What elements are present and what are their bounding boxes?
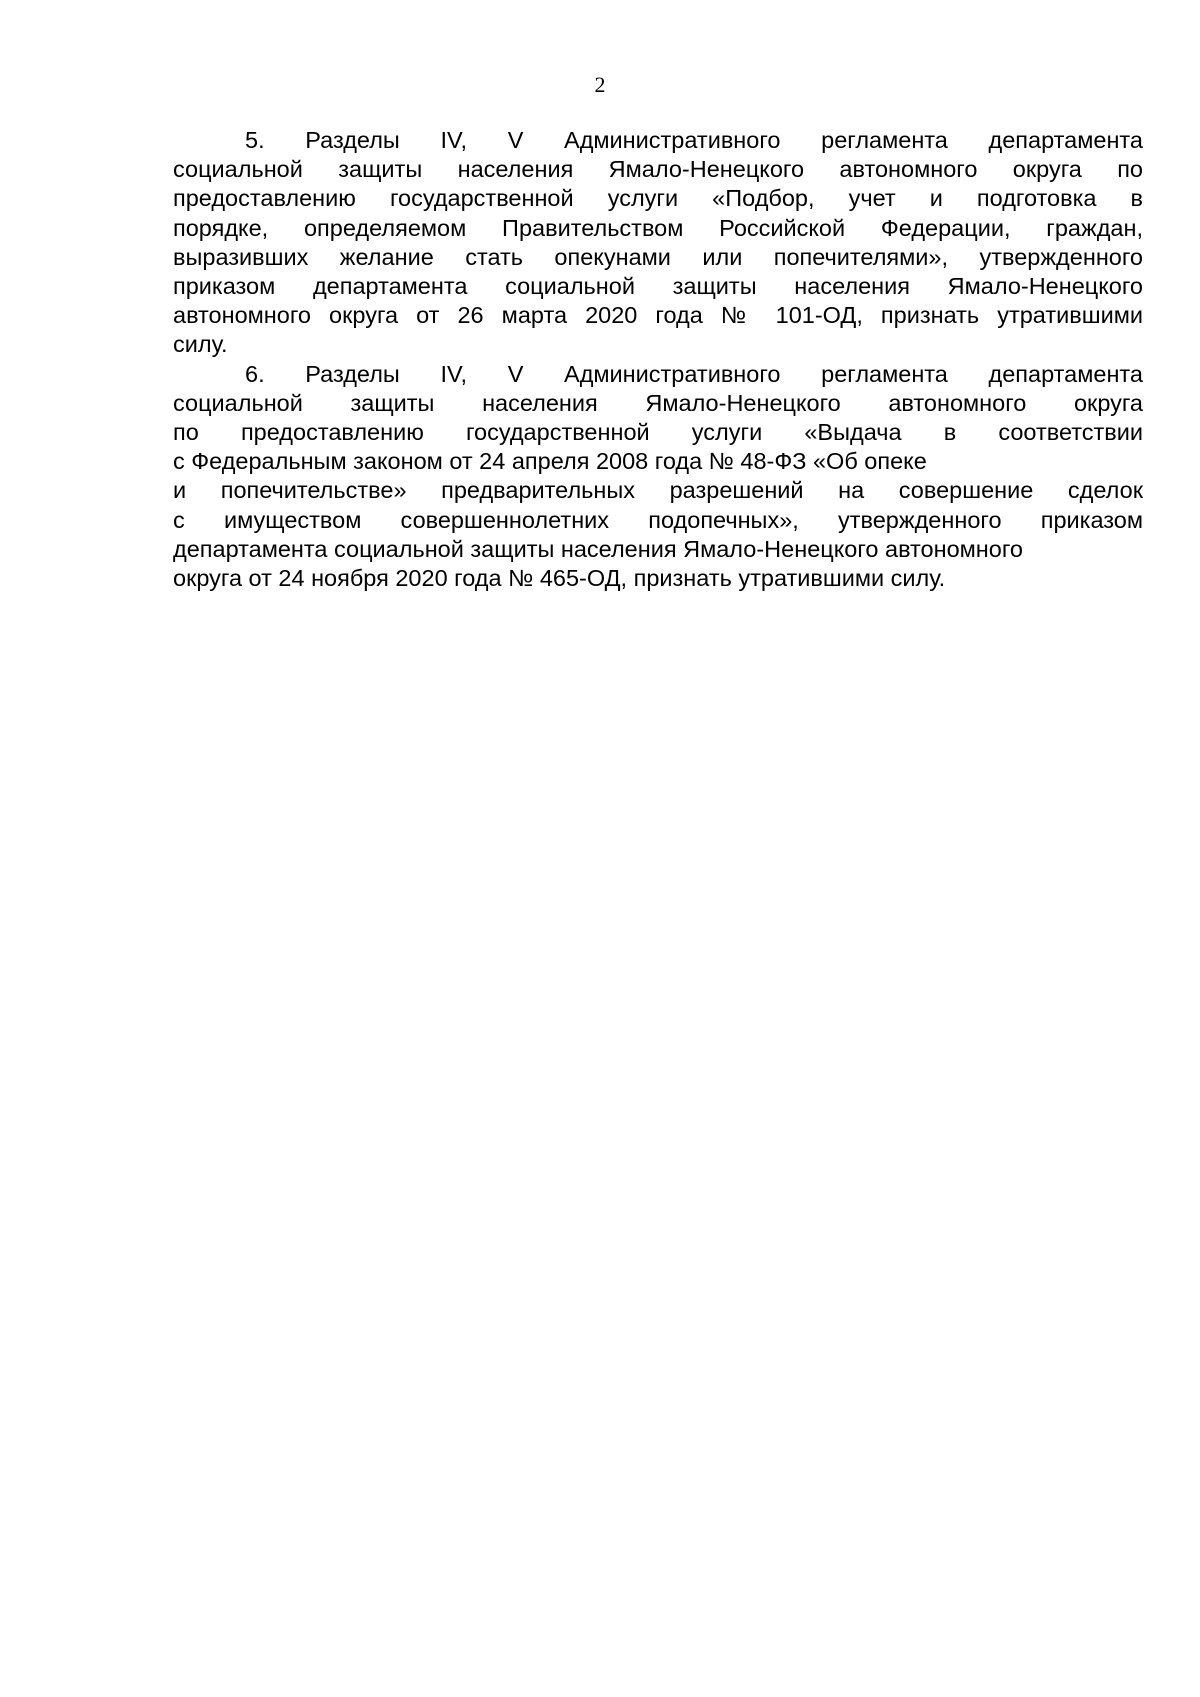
paragraph-line: автономного округа от 26 марта 2020 года № 101-ОД, признать утратившими [173, 302, 1143, 329]
paragraph-line: с Федеральным законом от 24 апреля 2008 года № 48-ФЗ «Об опеке [173, 448, 927, 475]
paragraph-line: социальной защиты населения Ямало-Ненецкого автономного округа по [173, 156, 1143, 183]
paragraph-line: по предоставлению государственной услуги «Выдача в соответствии [173, 419, 1143, 446]
paragraph-line: порядке, определяемом Правительством Российской Федерации, граждан, [173, 214, 1143, 241]
paragraph-line: социальной защиты населения Ямало-Ненецкого автономного округа [173, 389, 1143, 416]
paragraph-line: 6. Разделы IV, V Административного регламента департамента [245, 360, 1143, 387]
paragraph-line: департамента социальной защиты населения Ямало-Ненецкого автономного [173, 535, 1023, 562]
document-body [173, 126, 1143, 593]
paragraph-5 [173, 126, 1143, 360]
paragraph-line: с имуществом совершеннолетних подопечных», утвержденного приказом [173, 506, 1143, 533]
paragraph-line: приказом департамента социальной защиты населения Ямало-Ненецкого [173, 273, 1143, 300]
paragraph-line: предоставлению государственной услуги «Подбор, учет и подготовка в [173, 185, 1143, 212]
page-number: 2 [594, 72, 606, 97]
paragraph-line: округа от 24 ноября 2020 года № 465-ОД, признать утратившими силу. [173, 565, 946, 592]
paragraph-line: выразивших желание стать опекунами или попечителями», утвержденного [173, 243, 1143, 270]
paragraph-6 [173, 360, 1143, 594]
paragraph-line: силу. [173, 331, 228, 358]
paragraph-line: и попечительстве» предварительных разрешений на совершение сделок [173, 477, 1143, 504]
paragraph-line: 5. Разделы IV, V Административного регламента департамента [245, 127, 1143, 153]
